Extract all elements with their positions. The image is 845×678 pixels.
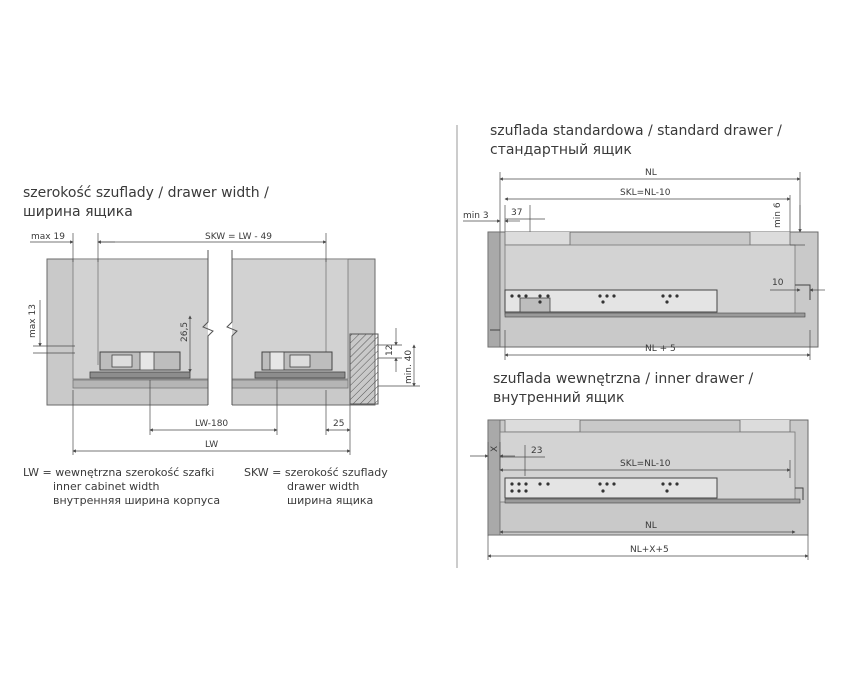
- runner-left: [90, 352, 190, 378]
- dim-max13: max 13: [28, 304, 38, 338]
- dim-x: X: [490, 445, 500, 452]
- inner-title-line1: szuflada wewnętrzna / inner drawer /: [493, 371, 754, 387]
- dim-skw: SKW = LW - 49: [205, 232, 272, 242]
- legend-skw-line3: ширина ящика: [287, 494, 374, 507]
- dim-nl-bottom: NL: [645, 521, 657, 531]
- left-section: [23, 185, 420, 507]
- dim-max19: max 19: [31, 232, 65, 242]
- legend-lw-line1: LW = wewnętrzna szerokość szafki: [23, 466, 215, 479]
- dim-lw: LW: [205, 440, 219, 450]
- standard-title-line1: szuflada standardowa / standard drawer /: [490, 123, 782, 139]
- dim-nl5: NL + 5: [645, 344, 676, 354]
- dim-nl-top: NL: [645, 168, 657, 178]
- legend-lw-line3: внутренняя ширина корпуса: [53, 494, 221, 507]
- runner-right: [255, 352, 345, 378]
- bottom-right-section: [470, 371, 808, 560]
- dim-nlx5: NL+X+5: [630, 545, 669, 555]
- top-right-section: [463, 123, 825, 360]
- dim-25: 25: [333, 419, 345, 429]
- standard-title-line2: стандартный ящик: [490, 142, 632, 158]
- dim-min3: min 3: [463, 211, 489, 221]
- left-title-line2: ширина ящика: [23, 204, 133, 220]
- dim-37: 37: [511, 208, 523, 218]
- dim-skl-top: SKL=NL-10: [620, 188, 671, 198]
- dim-12: 12: [385, 344, 395, 356]
- dim-lw180: LW-180: [195, 419, 229, 429]
- dim-23: 23: [531, 446, 543, 456]
- dim-skl-bottom: SKL=NL-10: [620, 459, 671, 469]
- legend-skw-line1: SKW = szerokość szuflady: [244, 466, 388, 479]
- inner-title-line2: внутренний ящик: [493, 390, 625, 406]
- wall-section: [350, 334, 378, 404]
- left-title-line1: szerokość szuflady / drawer width /: [23, 185, 269, 201]
- legend-lw-line2: inner cabinet width: [53, 480, 160, 493]
- legend-skw-line2: drawer width: [287, 480, 360, 493]
- dim-min6: min 6: [773, 202, 783, 228]
- inner-front-panel: [488, 420, 500, 535]
- dim-26-5: 26,5: [180, 321, 190, 342]
- dim-min40: min. 40: [404, 349, 414, 384]
- dim-10: 10: [772, 278, 784, 288]
